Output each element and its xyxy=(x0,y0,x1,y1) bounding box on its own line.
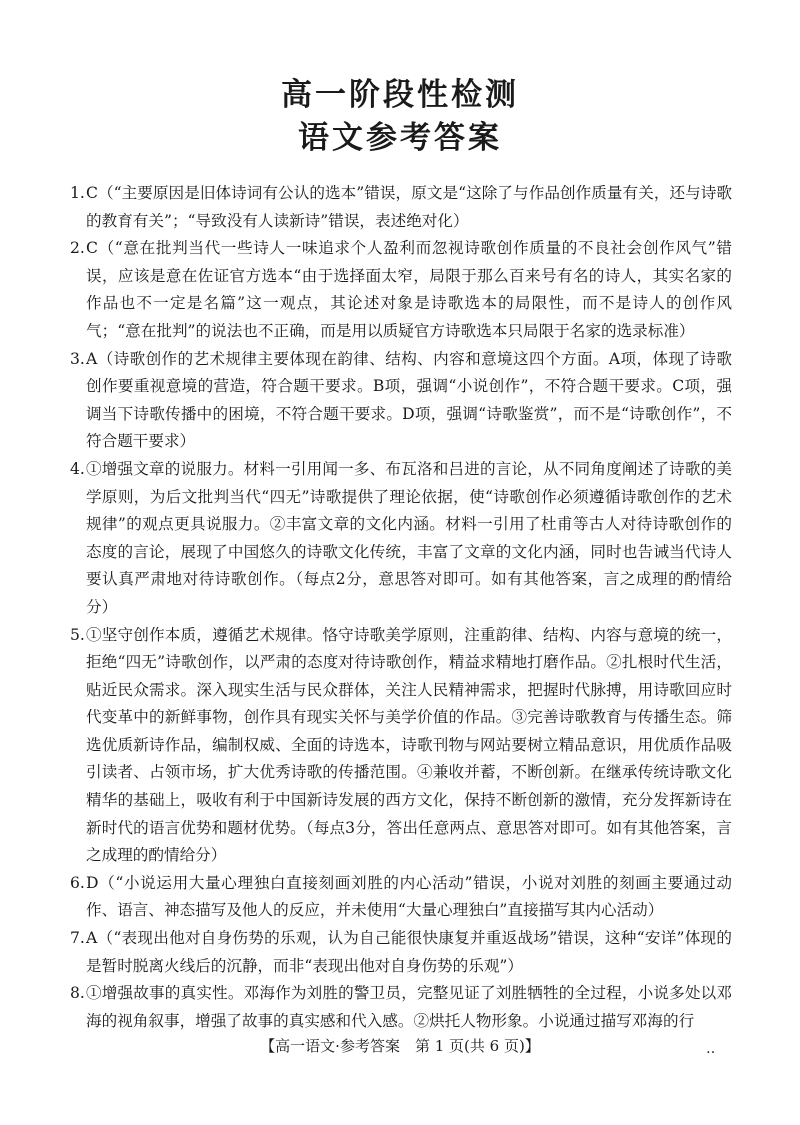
answer-number: 4. xyxy=(70,459,85,478)
answer-number: 6. xyxy=(70,873,85,892)
page-footer: 【高一语文·参考答案 第 1 页(共 6 页)】 xyxy=(260,1037,540,1055)
answer-text: D（“小说运用大量心理独白直接刻画刘胜的内心活动”错误，小说对刘胜的刻画主要通过动作、语言、神态描写及他人的反应，并未使用“大量心理独白”直接描写其内心活动） xyxy=(86,873,732,920)
answer-text: A（诗歌创作的艺术规律主要体现在韵律、结构、内容和意境这四个方面。A项，体现了诗歌创作要重视意境的营造，符合题干要求。B项，强调“小说创作”，不符合题干要求。C项，强调当下诗歌传播中的困境，不符合题干要求。D项，强调“诗歌鉴赏”，而不是“诗歌创作”，不符合题干要求） xyxy=(86,349,732,451)
answer-item-8 xyxy=(70,980,732,1035)
answer-text: A（“表现出他对自身伤势的乐观，认为自己能很快康复并重返战场”错误，这种“安详”体现的是暂时脱离火线后的沉静，而非“表现出他对自身伤势的乐观”） xyxy=(86,929,732,975)
answer-item-3 xyxy=(70,346,732,456)
page-subtitle: 语文参考答案 xyxy=(298,120,502,156)
answer-text: ①坚守创作本质，遵循艺术规律。恪守诗歌美学原则，注重韵律、结构、内容与意境的统一，拒绝“四无”诗歌创作，以严肃的态度对待诗歌创作，精益求精地打磨作品。②扎根时代生活，贴近民众需求。深入现实生活与民众群体，关注人民精神需求，把握时代脉搏，用诗歌回应时代变革中的新鲜事物，创作具有现实关怀与美学价值的作品。③完善诗歌教育与传播生态。筛选优质新诗作品，编制权威、全面的诗选本，诗歌刊物与网站要树立精品意识，用优质作品吸引读者、占领市场，扩大优秀诗歌的传播范围。④兼收并蓄，不断创新。在继承传统诗歌文化精华的基础上，吸收有利于中国新诗发展的西方文化，保持不断创新的激情，充分发挥新诗在新时代的语言优势和题材优势。（每点3分，答出任意两点、意思答对即可。如有其他答案，言之成理的酌情给分） xyxy=(86,625,732,865)
corner-mark: ‥ xyxy=(706,1041,716,1057)
answer-item-6 xyxy=(70,870,732,925)
answer-item-2 xyxy=(70,235,732,345)
answer-number: 7. xyxy=(70,929,85,948)
answer-number: 8. xyxy=(70,984,85,1003)
answer-text: C（“意在批判当代一些诗人一味追求个人盈利而忽视诗歌创作质量的不良社会创作风气”错误，应该是意在佐证官方选本“由于选择面太窄，局限于那么百来号有名的诗人，其实名家的作品也不一定是名篇”这一观点，其论述对象是诗歌选本的局限性，而不是诗人的创作风气；“意在批判”的说法也不正确，而是用以质疑官方诗歌选本只局限于名家的选录标准） xyxy=(86,239,732,340)
answer-number: 5. xyxy=(70,625,85,644)
answer-text: ①增强故事的真实性。邓海作为刘胜的警卫员，完整见证了刘胜牺牲的全过程，小说多处以邓海的视角叙事，增强了故事的真实感和代入感。②烘托人物形象。小说通过描写邓海的行 xyxy=(86,984,732,1030)
answer-list xyxy=(70,180,732,1035)
answer-number: 2. xyxy=(70,239,85,258)
answer-number: 1. xyxy=(70,184,85,202)
answer-text: ①增强文章的说服力。材料一引用闻一多、布瓦洛和吕进的言论，从不同角度阐述了诗歌的美学原则，为后文批判当代“四无”诗歌提供了理论依据，使“诗歌创作必须遵循诗歌创作的艺术规律”的观点更具说服力。②丰富文章的文化内涵。材料一引用了杜甫等古人对待诗歌创作的态度的言论，展现了中国悠久的诗歌文化传统，丰富了文章的文化内涵，同时也告诫当代诗人要认真严肃地对待诗歌创作。（每点2分，意思答对即可。如有其他答案，言之成理的酌情给分） xyxy=(86,459,732,616)
answer-item-1 xyxy=(70,180,732,235)
answer-item-7 xyxy=(70,925,732,980)
answer-item-4 xyxy=(70,456,732,622)
answer-number: 3. xyxy=(70,349,85,368)
answer-text: C（“主要原因是旧体诗词有公认的选本”错误，原文是“这除了与作品创作质量有关，还与诗歌的教育有关”；“导致没有人读新诗”错误，表述绝对化） xyxy=(86,184,732,230)
page-title: 高一阶段性检测 xyxy=(281,77,519,113)
answer-item-5 xyxy=(70,622,732,870)
